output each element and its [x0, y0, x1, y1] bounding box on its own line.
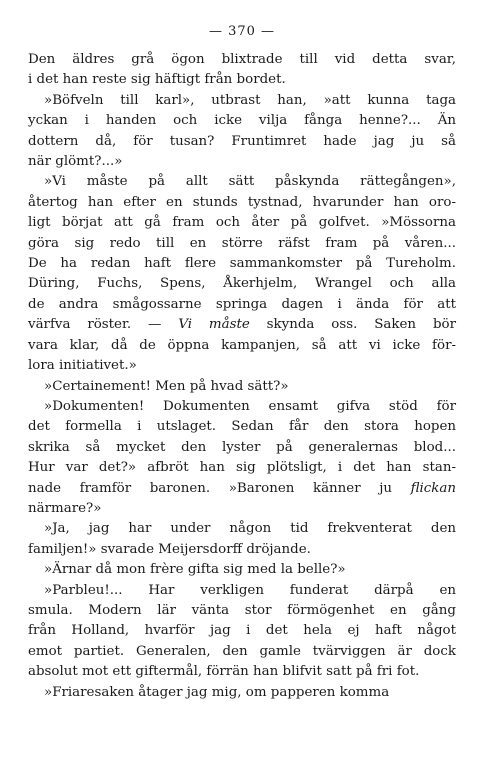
paragraph-9: [28, 683, 456, 703]
text-line: smula. Modern lär vänta stor förmögenhet en gång: [28, 602, 456, 618]
text-line: i det han reste sig häftigt från bordet.: [28, 72, 286, 88]
text-line: ligt börjat att gå fram och åter på golfvet. »Mössorna: [28, 215, 456, 231]
text-line: värfva röster. — Vi måste skynda oss. Saken bör: [28, 317, 456, 333]
text-line: De ha redan haft flere sammankomster på Tureholm.: [28, 256, 456, 272]
paragraph-6: [28, 519, 456, 560]
text-line: »Ja, jag har under någon tid frekventerat den: [44, 521, 456, 537]
text-line: när glömt?...»: [28, 154, 123, 170]
paragraph-4: [28, 377, 456, 397]
text-line: »Böfveln till karl», utbrast han, »att kunna taga: [44, 92, 456, 108]
paragraph-5: [28, 397, 456, 519]
text-line: lora initiativet.»: [28, 358, 137, 374]
text-line: »Ärnar då mon frère gifta sig med la belle?»: [44, 562, 346, 578]
text-line: vara klar, då de öppna kampanjen, så att vi icke för-: [28, 337, 456, 353]
text-line: absolut mot ett giftermål, förrän han blifvit satt på fri fot.: [28, 664, 420, 680]
paragraph-8: [28, 581, 456, 683]
text-line: »Vi måste på allt sätt påskynda rättegången»,: [44, 174, 456, 190]
text-line: det formella i utslaget. Sedan får den stora hopen: [28, 419, 456, 435]
text-line: Hur var det?» afbröt han sig plötsligt, i det han stan-: [28, 460, 456, 476]
text-line: emot partiet. Generalen, den gamle tvärviggen är dock: [28, 643, 456, 659]
text-line: Den äldres grå ögon blixtrade till vid detta svar,: [28, 52, 456, 67]
text-line: yckan i handen och icke vilja fånga henne?... Än: [28, 113, 456, 129]
text-line: från Holland, hvarför jag i det hela ej haft något: [28, 623, 456, 639]
text-line: nade framför baronen. »Baronen känner ju flickan: [28, 480, 456, 496]
text-line: närmare?»: [28, 500, 102, 516]
book-page: [28, 24, 456, 703]
page-number: — 370 —: [208, 24, 276, 39]
text-line: »Parbleu!... Har verkligen funderat därpå en: [44, 582, 456, 598]
paragraph-2: [28, 91, 456, 173]
text-line: göra sig redo till en större räfst fram på våren...: [28, 235, 456, 251]
text-line: de andra smågossarne springa dagen i ända för att: [28, 296, 456, 312]
text-line: dottern då, för tusan? Fruntimret hade jag ju så: [28, 133, 456, 149]
paragraph-3: [28, 172, 456, 376]
text-line: familjen!» svarade Meijersdorff dröjande.: [28, 541, 311, 557]
text-line: »Certainement! Men på hvad sätt?»: [44, 378, 289, 394]
text-line: »Friaresaken åtager jag mig, om papperen komma: [44, 684, 390, 700]
text-line: Düring, Fuchs, Spens, Åkerhjelm, Wrangel och alla: [28, 276, 456, 292]
paragraph-7: [28, 560, 456, 580]
paragraph-1: [28, 50, 456, 91]
text-line: skrika så mycket den lyster på generalernas blod...: [28, 439, 456, 455]
text-line: »Dokumenten! Dokumenten ensamt gifva stöd för: [44, 398, 456, 414]
text-line: återtog han efter en stunds tystnad, hvarunder han oro-: [28, 194, 456, 210]
